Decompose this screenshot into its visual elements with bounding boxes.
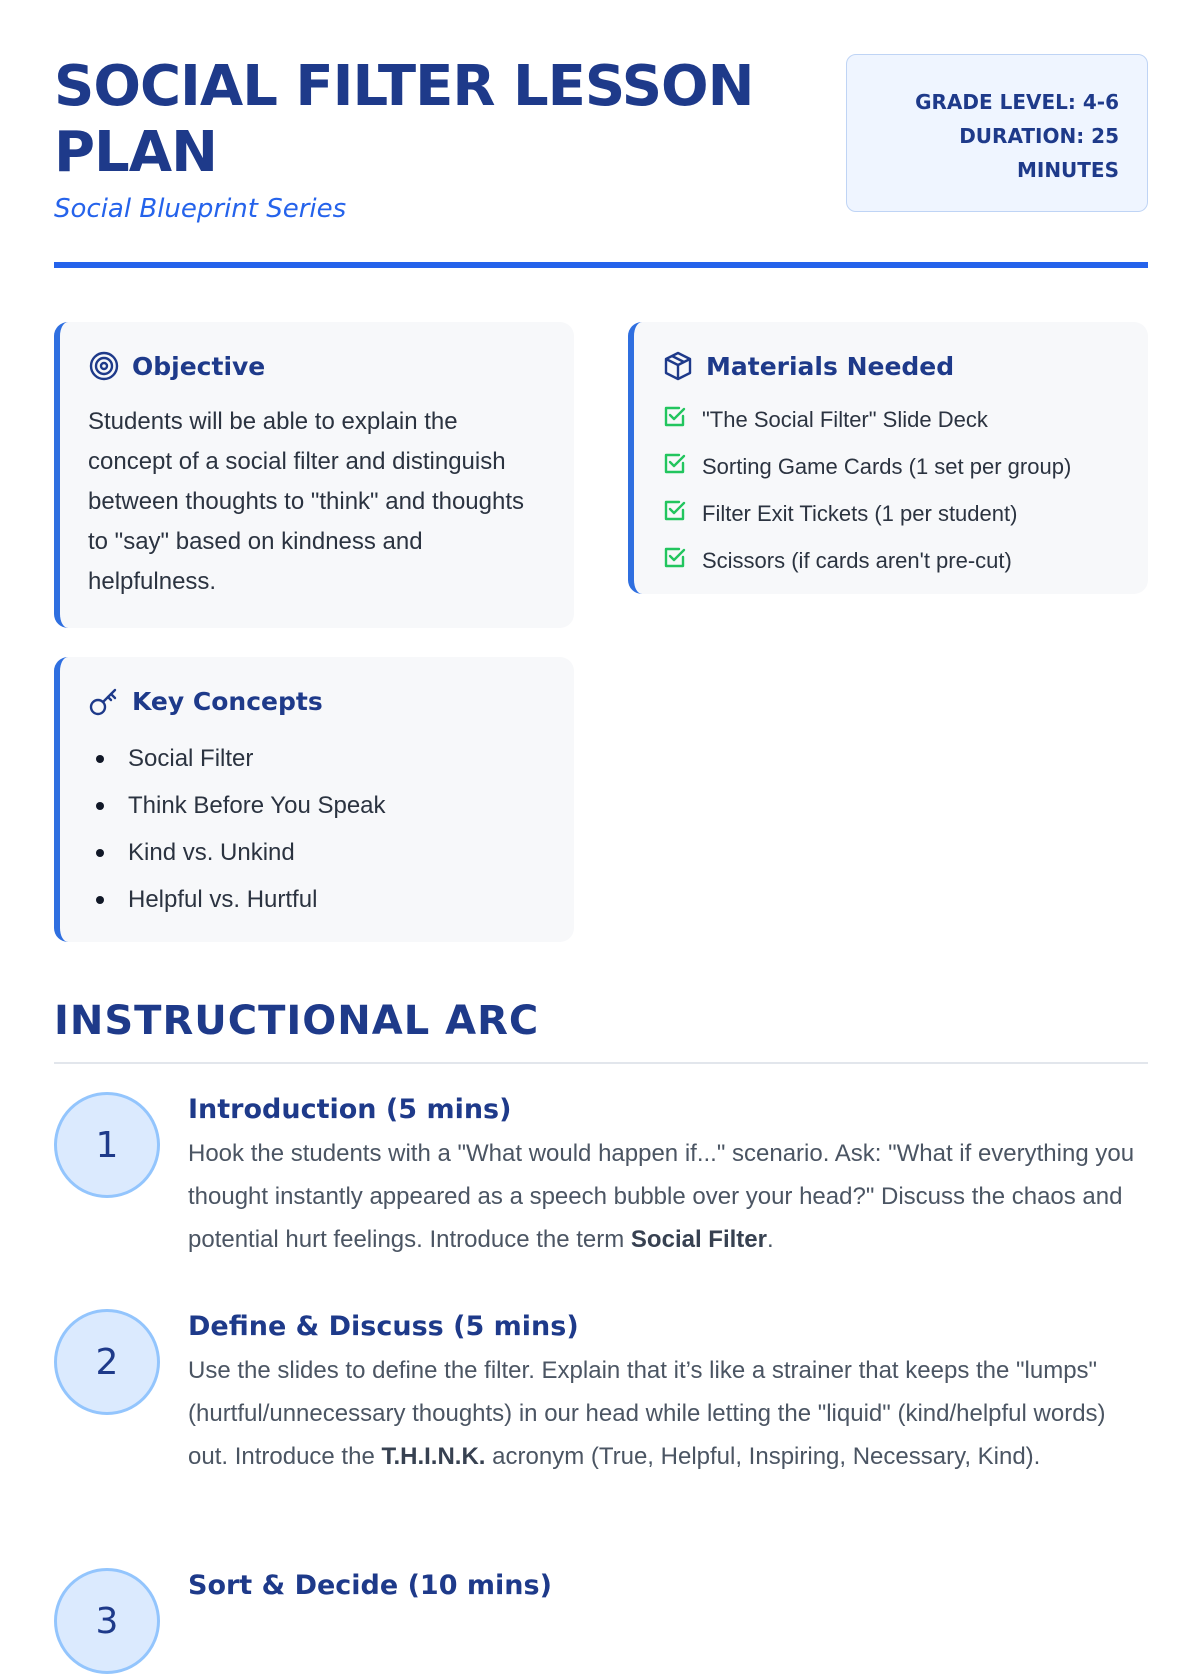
list-item: "The Social Filter" Slide Deck xyxy=(662,396,1120,443)
list-item: Kind vs. Unkind xyxy=(88,829,546,876)
step-body: Use the slides to define the filter. Explain that it’s like a strainer that keeps the "lumps" (hurtful/unnecessary thoughts) in our head while letting the "liquid" (kind/helpful words) out. Introduce the T.H.I.N.K. acronym (True, Helpful, Inspiring, Necessary, Kind). xyxy=(188,1357,1106,1470)
grade-level: GRADE LEVEL: 4-6 xyxy=(915,90,1119,114)
concepts-list xyxy=(88,735,546,923)
step-title: Define & Discuss (5 mins) xyxy=(188,1311,579,1342)
concepts-header xyxy=(88,685,546,717)
duration: DURATION: 25 MINUTES xyxy=(959,124,1119,182)
bullet-icon xyxy=(96,896,104,904)
step-body: Hook the students with a "What would happen if..." scenario. Ask: "What if everything you thought instantly appeared as a speech bubble over your head?" Discuss the chaos and potential hurt feelings. Introduce the term Social Filter. xyxy=(188,1140,1135,1253)
step-content xyxy=(188,1568,1148,1604)
objective-heading: Objective xyxy=(132,351,266,381)
materials-list xyxy=(662,396,1120,584)
bullet-icon xyxy=(96,849,104,857)
header-divider xyxy=(54,262,1148,268)
lesson-meta-box xyxy=(846,54,1148,212)
step-number: 3 xyxy=(54,1568,160,1674)
lesson-header xyxy=(54,54,1148,224)
step-number: 1 xyxy=(54,1092,160,1198)
concepts-heading: Key Concepts xyxy=(132,686,323,716)
materials-header xyxy=(662,350,1120,382)
objective-card xyxy=(54,322,574,628)
checkbox-checked-icon xyxy=(662,451,688,483)
page-title: SOCIAL FILTER LESSON PLAN xyxy=(54,54,754,185)
materials-heading: Materials Needed xyxy=(706,351,955,381)
list-item: Filter Exit Tickets (1 per student) xyxy=(662,490,1120,537)
bullet-icon xyxy=(96,802,104,810)
list-item: Sorting Game Cards (1 set per group) xyxy=(662,443,1120,490)
list-item: Think Before You Speak xyxy=(88,782,546,829)
step-title: Introduction (5 mins) xyxy=(188,1094,512,1125)
section-divider xyxy=(54,1062,1148,1064)
page-subtitle: Social Blueprint Series xyxy=(54,194,347,224)
section-title: INSTRUCTIONAL ARC xyxy=(54,998,540,1044)
objective-header xyxy=(88,350,546,382)
step-title: Sort & Decide (10 mins) xyxy=(188,1570,552,1601)
list-item: Helpful vs. Hurtful xyxy=(88,876,546,923)
step-number: 2 xyxy=(54,1309,160,1415)
key-concepts-card xyxy=(54,657,574,942)
checkbox-checked-icon xyxy=(662,545,688,577)
step-content xyxy=(188,1309,1148,1478)
list-item: Social Filter xyxy=(88,735,546,782)
objective-text: Students will be able to explain the concept of a social filter and distinguish between thoughts to "think" and thoughts to "say" based on kindness and helpfulness. xyxy=(88,408,525,595)
materials-card xyxy=(628,322,1148,594)
list-item: Scissors (if cards aren't pre-cut) xyxy=(662,537,1120,584)
key-icon xyxy=(88,685,120,717)
checkbox-checked-icon xyxy=(662,498,688,530)
target-icon xyxy=(88,350,120,382)
bullet-icon xyxy=(96,755,104,763)
step-content xyxy=(188,1092,1148,1261)
box-icon xyxy=(662,350,694,382)
checkbox-checked-icon xyxy=(662,404,688,436)
